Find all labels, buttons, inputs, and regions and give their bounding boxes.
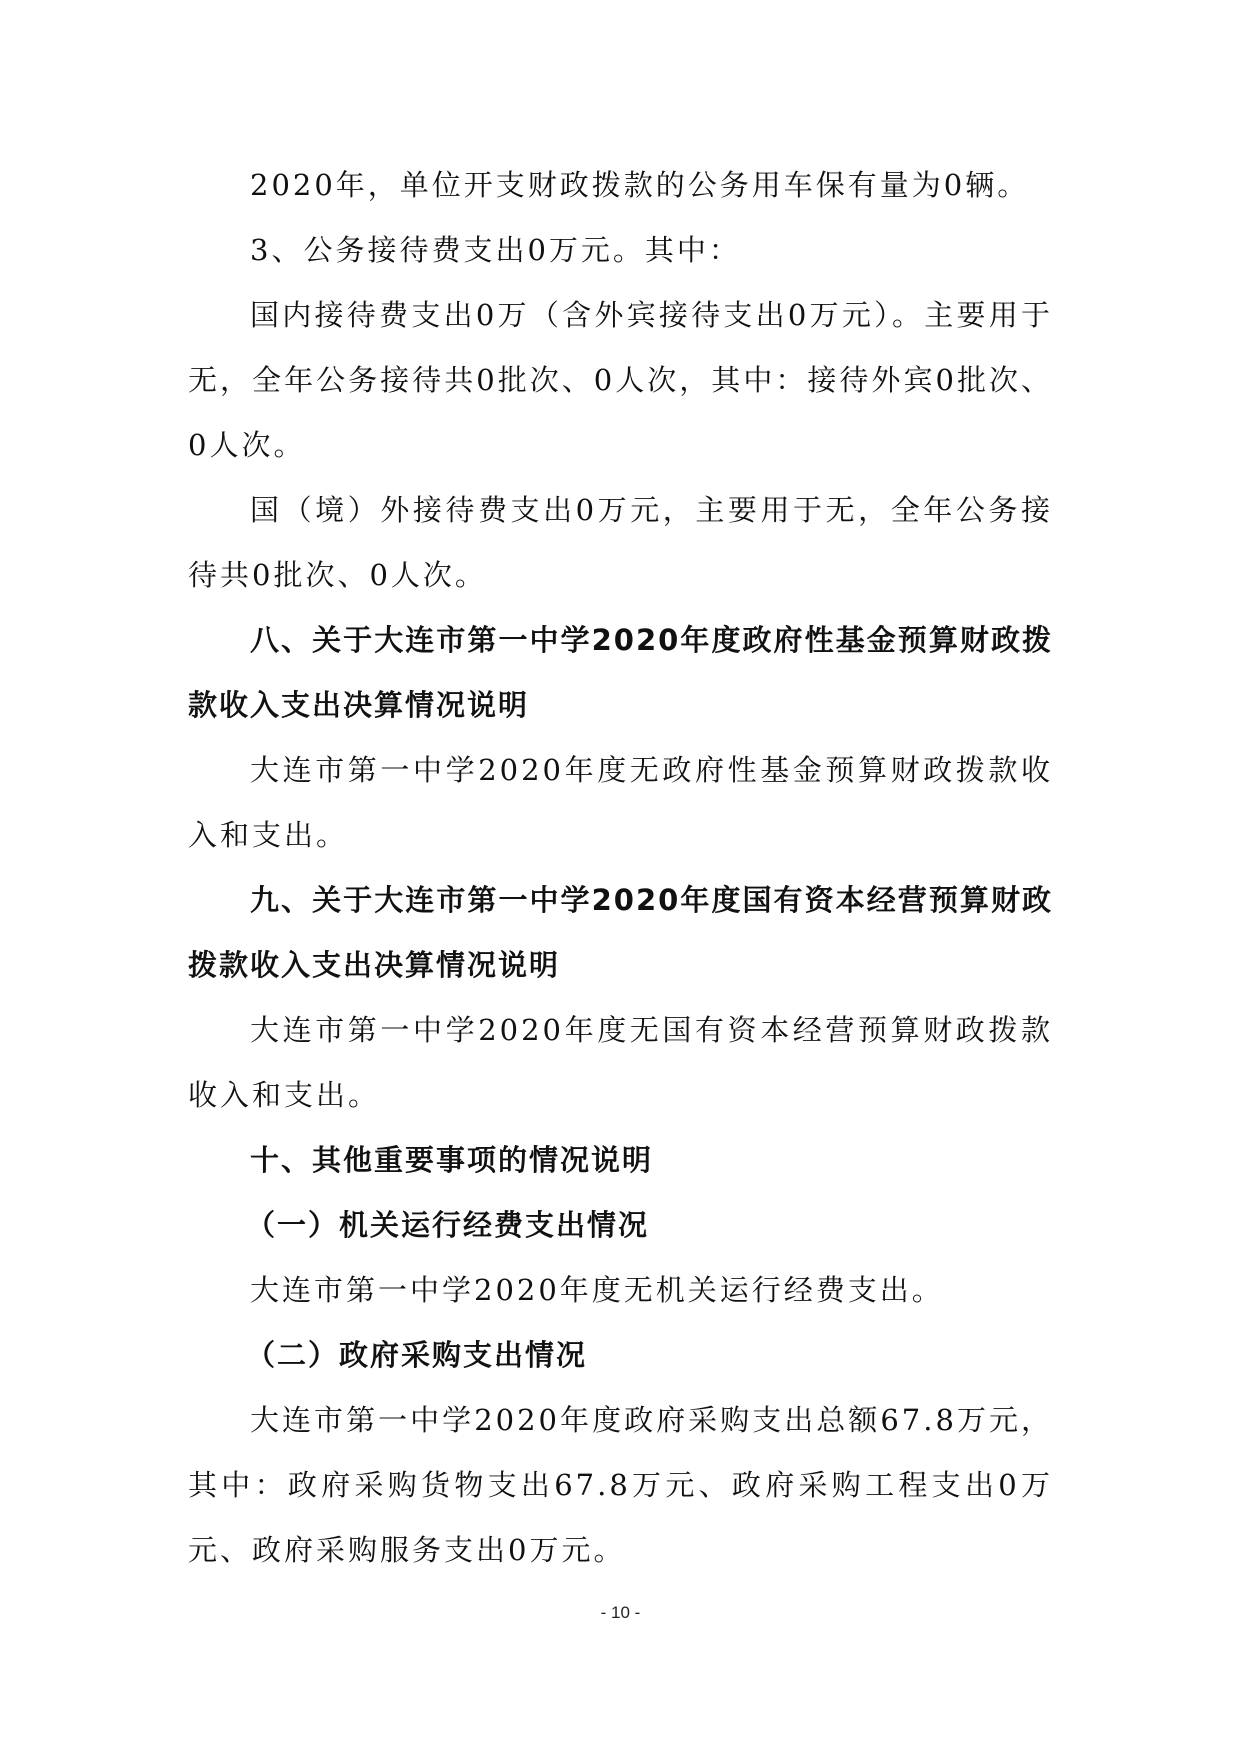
paragraph-procurement: 大连市第一中学2020年度政府采购支出总额67.8万元，其中：政府采购货物支出67.8万元、政府采购工程支出0万元、政府采购服务支出0万元。	[188, 1403, 1053, 1567]
paragraph-vehicle-count: 2020年，单位开支财政拨款的公务用车保有量为0辆。	[250, 168, 1030, 202]
page-number: - 10 -	[600, 1603, 641, 1622]
paragraph-operating-expense: 大连市第一中学2020年度无机关运行经费支出。	[250, 1273, 944, 1307]
document-body	[188, 153, 1053, 1583]
paragraph-reception-total: 3、公务接待费支出0万元。其中：	[250, 233, 741, 267]
paragraph-state-capital: 大连市第一中学2020年度无国有资本经营预算财政拨款收入和支出。	[188, 1013, 1053, 1112]
section-heading-9: 九、关于大连市第一中学2020年度国有资本经营预算财政拨款收入支出决算情况说明	[188, 883, 1053, 982]
paragraph-fund-budget: 大连市第一中学2020年度无政府性基金预算财政拨款收入和支出。	[188, 753, 1053, 852]
subsection-heading-1: （一）机关运行经费支出情况	[246, 1208, 650, 1242]
section-heading-10: 十、其他重要事项的情况说明	[250, 1143, 654, 1177]
subsection-heading-2: （二）政府采购支出情况	[246, 1338, 588, 1372]
section-heading-8: 八、关于大连市第一中学2020年度政府性基金预算财政拨款收入支出决算情况说明	[188, 623, 1053, 722]
paragraph-domestic-reception: 国内接待费支出0万（含外宾接待支出0万元）。主要用于无，全年公务接待共0批次、0人次，其中：接待外宾0批次、0人次。	[188, 298, 1053, 462]
paragraph-foreign-reception: 国（境）外接待费支出0万元，主要用于无，全年公务接待共0批次、0人次。	[188, 493, 1053, 592]
